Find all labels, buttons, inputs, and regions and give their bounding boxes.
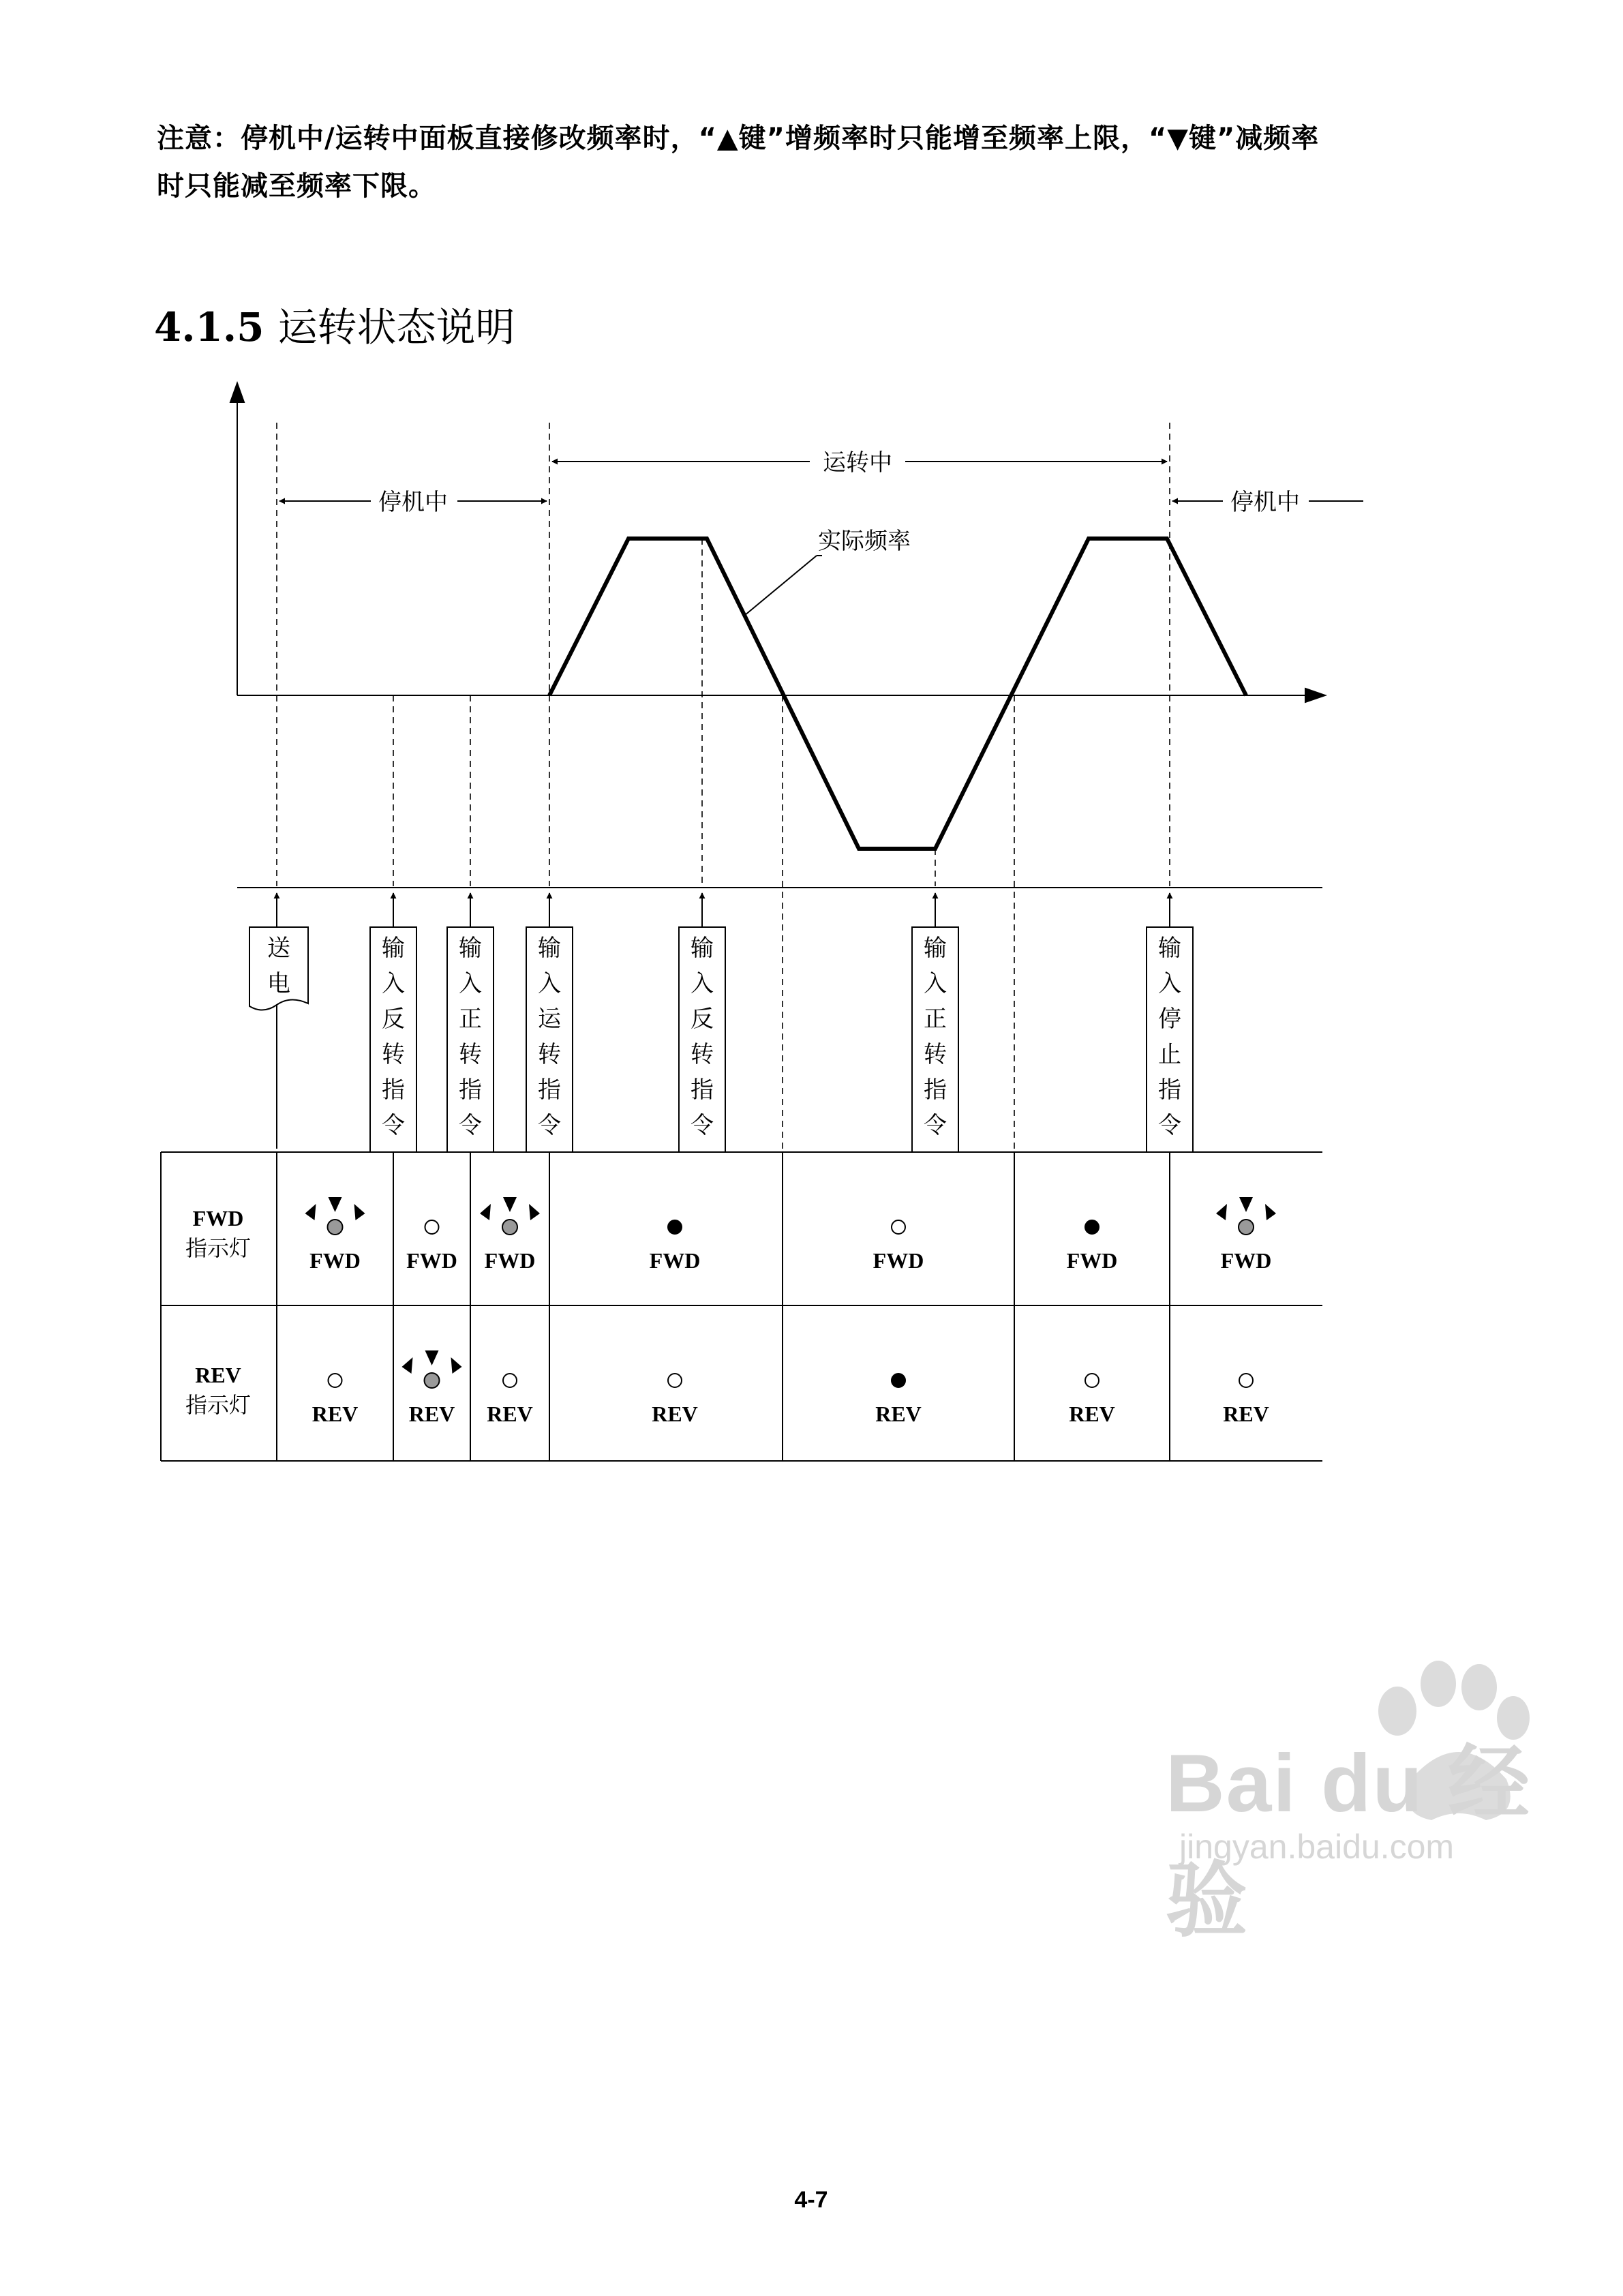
indicator-cells: [305, 1197, 1277, 1426]
section-title: 运转状态说明: [277, 304, 515, 350]
fwd-indicator-on: [650, 1220, 701, 1273]
rev-row-sublabel: 指示灯: [185, 1392, 252, 1418]
event-label-reverse-2: 输入反转指令: [691, 935, 714, 1139]
rev-indicator-off: [1069, 1374, 1115, 1426]
fwd-lamp-label: FWD: [1220, 1248, 1272, 1273]
range-label-running: 运转中: [823, 449, 892, 477]
y-axis-arrow: [230, 383, 244, 402]
rev-lamp-label: REV: [1223, 1402, 1269, 1426]
fwd-indicator-off: [406, 1220, 457, 1273]
section-number: 4.1.5: [154, 304, 264, 350]
page-number: 4-7: [794, 2187, 828, 2213]
fwd-row-label: FWD: [192, 1206, 244, 1230]
rev-row-label: REV: [195, 1363, 241, 1387]
fwd-lamp-label: FWD: [1066, 1248, 1118, 1273]
x-axis-arrow: [1305, 689, 1325, 702]
event-label-forward-2: 输入正转指令: [924, 935, 947, 1139]
rev-lamp-label: REV: [312, 1402, 359, 1426]
rev-indicator-off: [312, 1374, 359, 1426]
event-label-forward-1: 输入正转指令: [459, 935, 482, 1139]
fwd-indicator-off: [873, 1220, 924, 1273]
range-label-stop-left: 停机中: [378, 489, 448, 516]
rev-lamp-label: REV: [408, 1402, 455, 1426]
rev-lamp-label: REV: [1069, 1402, 1115, 1426]
fwd-indicator-flash: [305, 1197, 365, 1273]
rev-indicator-off: [1223, 1374, 1269, 1426]
rev-lamp-label: REV: [652, 1402, 698, 1426]
fwd-lamp-label: FWD: [649, 1248, 701, 1273]
fwd-lamp-label: FWD: [406, 1248, 457, 1273]
curve-label-leader: [744, 556, 817, 616]
fwd-lamp-label: FWD: [484, 1248, 536, 1273]
rev-indicator-off: [652, 1374, 698, 1426]
fwd-lamp-label: FWD: [309, 1248, 361, 1273]
rev-indicator-flash: [402, 1350, 462, 1426]
event-label-run: 输入运转指令: [538, 935, 561, 1139]
chart-axes: [230, 383, 1325, 702]
fwd-indicator-flash: [1216, 1197, 1276, 1273]
rev-indicator-off: [487, 1374, 533, 1426]
watermark-url: jingyan.baidu.com: [1179, 1828, 1455, 1866]
note-line-2: 时只能减至频率下限。: [157, 170, 436, 202]
fwd-row-sublabel: 指示灯: [185, 1235, 252, 1261]
baidu-watermark: [1152, 1622, 1575, 1946]
curve-label: 实际频率: [818, 528, 911, 555]
rev-lamp-label: REV: [487, 1402, 533, 1426]
event-label-power-on: 送电: [267, 935, 290, 997]
actual-frequency-curve: [549, 539, 1246, 849]
event-label-reverse-1: 输入反转指令: [382, 935, 405, 1139]
rev-indicator-on: [875, 1374, 922, 1426]
watermark-logo: Bai du 经验: [1166, 1738, 1532, 1946]
fwd-indicator-on: [1067, 1220, 1118, 1273]
event-boxes: [249, 927, 1193, 1152]
fwd-lamp-label: FWD: [873, 1248, 924, 1273]
fwd-indicator-flash: [480, 1197, 540, 1273]
range-label-stop-right: 停机中: [1230, 489, 1300, 516]
rev-lamp-label: REV: [875, 1402, 922, 1426]
event-label-stop: 输入停止指令: [1158, 935, 1181, 1139]
note-line-1: 注意：停机中/运转中面板直接修改频率时，“▲键”增频率时只能增至频率上限，“▼键”减频率: [157, 123, 1320, 154]
